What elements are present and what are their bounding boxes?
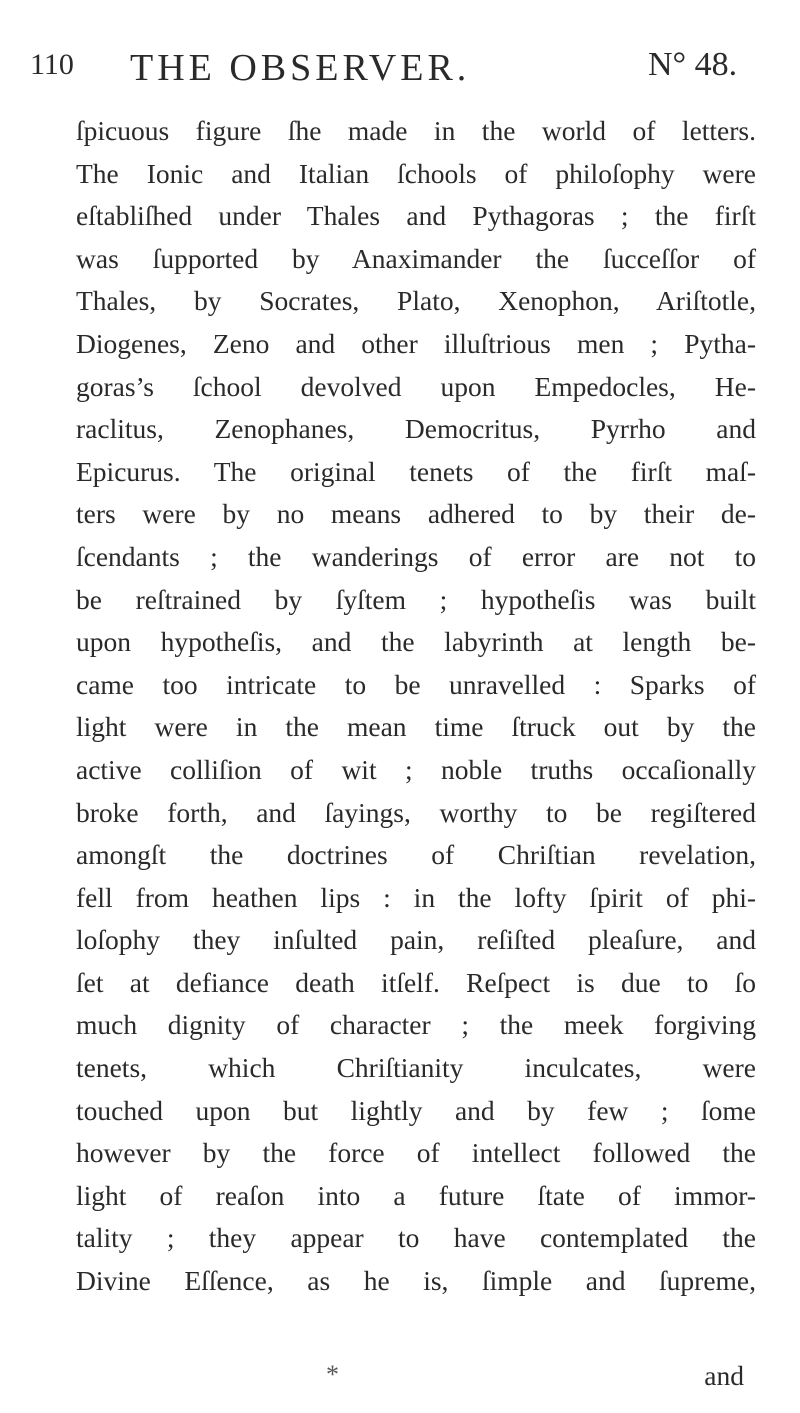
text-line: Divine Eſſence, as he is, ſimple and ſupreme,: [76, 1265, 756, 1297]
text-line: touched upon but lightly and by few ; ſome: [76, 1094, 756, 1126]
running-title: THE OBSERVER.: [130, 47, 471, 89]
text-line: Epicurus. The original tenets of the firſt maſ-: [76, 455, 756, 487]
text-line: ſcendants ; the wanderings of error are not to: [76, 540, 756, 572]
text-line: be reſtrained by ſyſtem ; hypotheſis was built: [76, 583, 756, 615]
text-line: broke forth, and ſayings, worthy to be regiſtered: [76, 796, 756, 828]
signature-mark: *: [326, 1360, 339, 1389]
text-line: light of reaſon into a future ſtate of immor-: [76, 1179, 756, 1211]
text-line: amongſt the doctrines of Chriſtian revelation,: [76, 839, 756, 871]
text-line: raclitus, Zenophanes, Democritus, Pyrrho and: [76, 413, 756, 445]
text-line: loſophy they inſulted pain, reſiſted pleaſure, and: [76, 924, 756, 956]
text-line: fell from heathen lips : in the lofty ſpirit of phi-: [76, 881, 756, 913]
text-line: much dignity of character ; the meek forgiving: [76, 1009, 756, 1041]
page-footer: [76, 1360, 744, 1396]
text-line: ters were by no means adhered to by their de-: [76, 498, 756, 530]
text-line: ſpicuous figure ſhe made in the world of letters.: [76, 115, 756, 146]
text-line: light were in the mean time ſtruck out by the: [76, 711, 756, 743]
text-line: goras’s ſchool devolved upon Empedocles, He-: [76, 370, 756, 402]
text-line: was ſupported by Anaximander the ſucceſſor of: [76, 242, 756, 274]
text-line: Diogenes, Zeno and other illuſtrious men ; Pytha-: [76, 327, 756, 359]
page-header: [30, 46, 750, 90]
text-line: eſtabliſhed under Thales and Pythagoras ; the firſt: [76, 200, 756, 232]
text-line: Thales, by Socrates, Plato, Xenophon, Ariſtotle,: [76, 285, 756, 317]
text-line: tality ; they appear to have contemplated the: [76, 1222, 756, 1254]
text-line: came too intricate to be unravelled : Sparks of: [76, 668, 756, 700]
text-line: The Ionic and Italian ſchools of philoſophy were: [76, 157, 756, 189]
page-number: 110: [30, 48, 74, 81]
text-line: ſet at defiance death itſelf. Reſpect is due to ſo: [76, 966, 756, 998]
catchword: and: [704, 1360, 744, 1391]
body-text: [76, 110, 756, 1303]
text-line: tenets, which Chriſtianity inculcates, were: [76, 1052, 756, 1084]
issue-number: N° 48.: [648, 46, 738, 83]
text-line: active colliſion of wit ; noble truths occaſionally: [76, 753, 756, 785]
text-line: however by the force of intellect followed the: [76, 1137, 756, 1169]
text-line: upon hypotheſis, and the labyrinth at length be-: [76, 626, 756, 658]
